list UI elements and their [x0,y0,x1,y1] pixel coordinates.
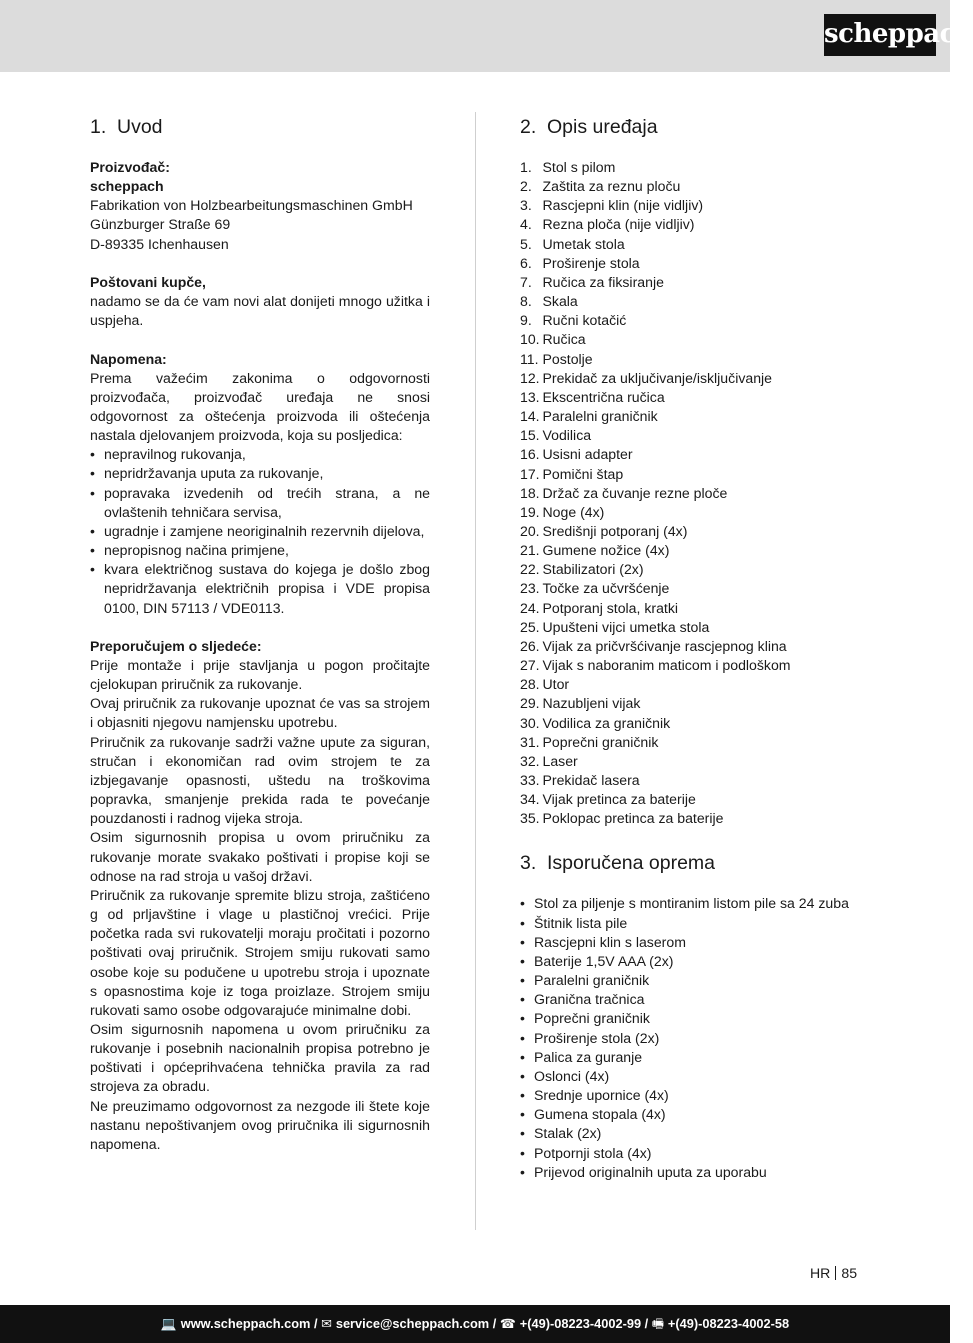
list-item [520,388,880,407]
list-item: • Stalak (2x) [520,1124,880,1143]
list-item: • Baterije 1,5V AAA (2x) [520,952,880,971]
part-label: Zaštita za reznu ploču [542,178,681,195]
part-number: 13. [520,388,540,405]
scope-list [520,894,880,1181]
left-column [90,114,430,1154]
part-label: Poprečni graničnik [542,733,659,750]
footer-fax: +(49)-08223-4002-58 [667,1316,790,1331]
part-label: Poklopac pretinca za baterije [542,810,724,827]
part-label: Umetak stola [542,235,625,252]
greeting-label: Poštovani kupče, [90,273,206,290]
column-divider [475,112,476,1230]
part-number: 10. [520,331,540,348]
part-label: Vodilica za graničnik [542,714,671,731]
list-item: • ugradnje i zamjene neoriginalnih rezervnih dijelova, [90,522,430,541]
part-label: Upušteni vijci umetka stola [542,618,710,635]
list-item [520,235,880,254]
section-1-heading [90,114,430,140]
part-label: Rezna ploča (nije vidljiv) [542,216,695,233]
section-2-heading [520,114,880,140]
paragraph: Prije montaže i prije stavljanja u pogon pročitajte cjelokupan priručnik za rukovanje. [90,657,430,693]
part-number: 15. [520,427,540,444]
list-item: • Granična tračnica [520,990,880,1009]
list-item: • Stol za piljenje s montiranim listom pile sa 24 zuba [520,894,880,913]
part-number: 30. [520,714,540,731]
paragraph: Ne preuzimamo odgovornost za nezgode ili štete koje nastanu nepoštivanjem ovog priručnika ili sigurnosnih napomena. [90,1097,430,1152]
list-item [520,714,880,733]
list-item: • kvara električnog sustava do kojega je došlo zbog nepridržavanja električnih propisa i VDE propisa 0100, DIN 57113 / VDE0113. [90,560,430,617]
note-text: Prema važećim zakonima o odgovornosti proizvođača, proizvođač uređaja ne snosi odgovornost za oštećenja proizvoda ili oštećenja nastala djelovanjem proizvoda, koja su posljedica: [90,369,430,444]
part-number: 6. [520,254,532,271]
paragraph: Priručnik za rukovanje sadrži važne upute za siguran, stručan i ekonomičan rad ovim strojem te za izbjegavanje opasnosti, uštedu na troškovima popravka, smanjenje prekida rada te povećanje pouzdanosti i radnog vijeka stroja. [90,733,430,827]
part-label: Točke za učvršćenje [542,580,670,597]
list-item [520,771,880,790]
part-label: Nazubljeni vijak [542,695,641,712]
list-item: • Proširenje stola (2x) [520,1029,880,1048]
address-line: D-89335 Ichenhausen [90,235,229,252]
mail-icon: ✉ [321,1316,332,1331]
section-3-number: 3. [520,852,537,875]
address-line: Fabrikation von Holzbearbeitungsmaschinen GmbH [90,197,413,214]
page-number [810,1264,857,1283]
part-number: 21. [520,542,540,559]
list-item: • nepravilnog rukovanja, [90,445,430,464]
part-label: Proširenje stola [542,254,640,271]
list-item: • Paralelni graničnik [520,971,880,990]
part-label: Držač za čuvanje rezne ploče [542,484,728,501]
list-item [520,599,880,618]
page-language: HR [810,1265,831,1281]
part-number: 25. [520,618,540,635]
phone-icon: ☎ [499,1316,516,1331]
manufacturer-label: Proizvođač: [90,159,170,175]
list-item [520,350,880,369]
list-item: • Potpornji stola (4x) [520,1144,880,1163]
part-number: 8. [520,293,532,310]
note-label: Napomena: [90,350,167,367]
list-item [520,579,880,598]
list-item [520,273,880,292]
part-label: Vijak s naboranim maticom i podloškom [542,657,791,674]
part-number: 7. [520,273,532,290]
footer-phone: +(49)-08223-4002-99 / [519,1316,649,1331]
paragraph: Ovaj priručnik za rukovanje upoznat će vas sa strojem i objasniti njegovu namjensku upotrebu. [90,695,430,731]
list-item [520,675,880,694]
list-item [520,177,880,196]
part-number: 11. [520,350,539,367]
part-number: 9. [520,312,532,329]
recommend-label: Preporučujem o sljedeće: [90,637,262,654]
computer-icon: 💻 [160,1316,177,1331]
list-item [520,637,880,656]
list-item: • Prijevod originalnih uputa za uporabu [520,1163,880,1182]
part-number: 31. [520,733,540,750]
footer-bar [0,1305,950,1343]
list-item [520,733,880,752]
part-number: 22. [520,561,540,578]
part-label: Vijak za pričvršćivanje rascjepnog klina [542,637,787,654]
part-label: Noge (4x) [542,503,605,520]
footer-website: www.scheppach.com / [180,1316,318,1331]
part-number: 29. [520,695,540,712]
list-item [520,656,880,675]
list-item: • Palica za guranje [520,1048,880,1067]
list-item: • Poprečni graničnik [520,1009,880,1028]
part-number: 27. [520,657,540,674]
list-item [520,215,880,234]
part-label: Usisni adapter [542,446,633,463]
list-item [520,694,880,713]
list-item [520,330,880,349]
section-3-title: Isporučena oprema [547,852,716,875]
part-number: 19. [520,503,540,520]
list-item [520,522,880,541]
list-item: • Štitnik lista pile [520,914,880,933]
list-item: • Gumena stopala (4x) [520,1105,880,1124]
section-3-heading [520,850,880,876]
list-item [520,560,880,579]
part-label: Utor [542,676,570,693]
part-label: Skala [542,293,578,310]
list-item: • nepropisnog načina primjene, [90,541,430,560]
part-label: Ekscentrična ručica [542,388,665,405]
fax-icon: 🖷 [651,1316,664,1331]
header-bar [0,0,973,72]
footer-email: service@scheppach.com / [335,1316,497,1331]
list-item [520,790,880,809]
part-number: 14. [520,408,540,425]
part-number: 17. [520,465,540,482]
part-label: Stabilizatori (2x) [542,561,644,578]
part-number: 20. [520,522,540,539]
list-item [520,503,880,522]
part-label: Prekidač lasera [542,772,640,788]
part-number: 18. [520,484,540,501]
part-number: 26. [520,637,540,654]
part-label: Postolje [542,350,593,367]
part-number: 32. [520,752,540,769]
list-item [520,311,880,330]
part-number: 35. [520,810,540,827]
part-label: Stol s pilom [542,159,616,175]
part-number: 28. [520,676,540,693]
list-item [520,484,880,503]
part-number: 3. [520,197,532,214]
scheppach-logo: scheppach [824,14,936,56]
list-item [520,158,880,177]
part-label: Pomični štap [542,465,624,482]
part-label: Vodilica [542,427,592,444]
paragraph: Priručnik za rukovanje spremite blizu stroja, zaštićeno g od prljavštine i vlage u plastičnoj vrećici. Prije početka rada svi rukovatelji moraju pročitati i pozorno poštivati ovaj priručnik. Strojem smiju rukovati samo osobe koje su podučene u upotrebu stroja i upoznate s opasnostima koje iz toga proizlaze. Strojem smiju rukovati samo osobe odgovarajuće minimalne dobi. [90,886,430,1018]
part-number: 1. [520,159,532,175]
section-2-title: Opis uređaja [547,116,658,138]
list-item [520,369,880,388]
part-label: Ručni kotačić [542,312,627,329]
parts-list [520,158,880,828]
part-number: 24. [520,599,540,616]
list-item [520,407,880,426]
part-label: Gumene nožice (4x) [542,542,670,559]
list-item [520,196,880,215]
part-label: Ručica [542,331,586,348]
part-label: Rascjepni klin (nije vidljiv) [542,197,704,214]
manufacturer-name: scheppach [90,178,164,195]
part-label: Paralelni graničnik [542,408,658,425]
section-1-number: 1. [90,116,107,138]
paragraph: Osim sigurnosnih napomena u ovom priručniku za rukovanje i posebnih nacionalnih propisa potrebno je poštivati i općeprihvaćena tehnička pravila za rad strojeva za obradu. [90,1020,430,1095]
part-label: Vijak pretinca za baterije [542,791,696,808]
part-number: 33. [520,772,540,788]
part-number: 4. [520,216,532,233]
page-number-value: 85 [841,1265,858,1281]
part-number: 12. [520,369,540,386]
part-number: 23. [520,580,540,597]
paragraph: Osim sigurnosnih propisa u ovom priručniku za rukovanje morate svakako poštivati i propise koji se odnose na rad stroja u vašoj državi. [90,829,430,884]
list-item: • popravaka izvedenih od trećih strana, a ne ovlaštenih tehničara servisa, [90,484,430,522]
list-item [520,752,880,771]
part-number: 34. [520,791,540,808]
list-item [520,809,880,828]
note-bullet-list [90,445,430,617]
part-label: Središnji potporanj (4x) [542,522,688,539]
list-item: • nepridržavanja uputa za rukovanje, [90,464,430,483]
part-number: 5. [520,235,532,252]
list-item [520,618,880,637]
list-item [520,445,880,464]
part-label: Prekidač za uključivanje/isključivanje [542,369,773,386]
part-label: Potporanj stola, kratki [542,599,679,616]
list-item: • Oslonci (4x) [520,1067,880,1086]
list-item [520,292,880,311]
list-item [520,541,880,560]
part-number: 16. [520,446,540,463]
part-label: Laser [542,752,578,769]
greeting-text: nadamo se da će vam novi alat donijeti mnogo užitka i uspjeha. [90,293,430,329]
list-item [520,426,880,445]
part-label: Ručica za fiksiranje [542,273,664,290]
list-item [520,254,880,273]
list-item: • Rascjepni klin s laserom [520,933,880,952]
section-2-number: 2. [520,116,537,138]
list-item: • Srednje upornice (4x) [520,1086,880,1105]
section-1-title: Uvod [117,116,163,138]
right-column [520,114,880,1182]
list-item [520,465,880,484]
part-number: 2. [520,178,532,195]
address-line: Günzburger Straße 69 [90,216,231,233]
